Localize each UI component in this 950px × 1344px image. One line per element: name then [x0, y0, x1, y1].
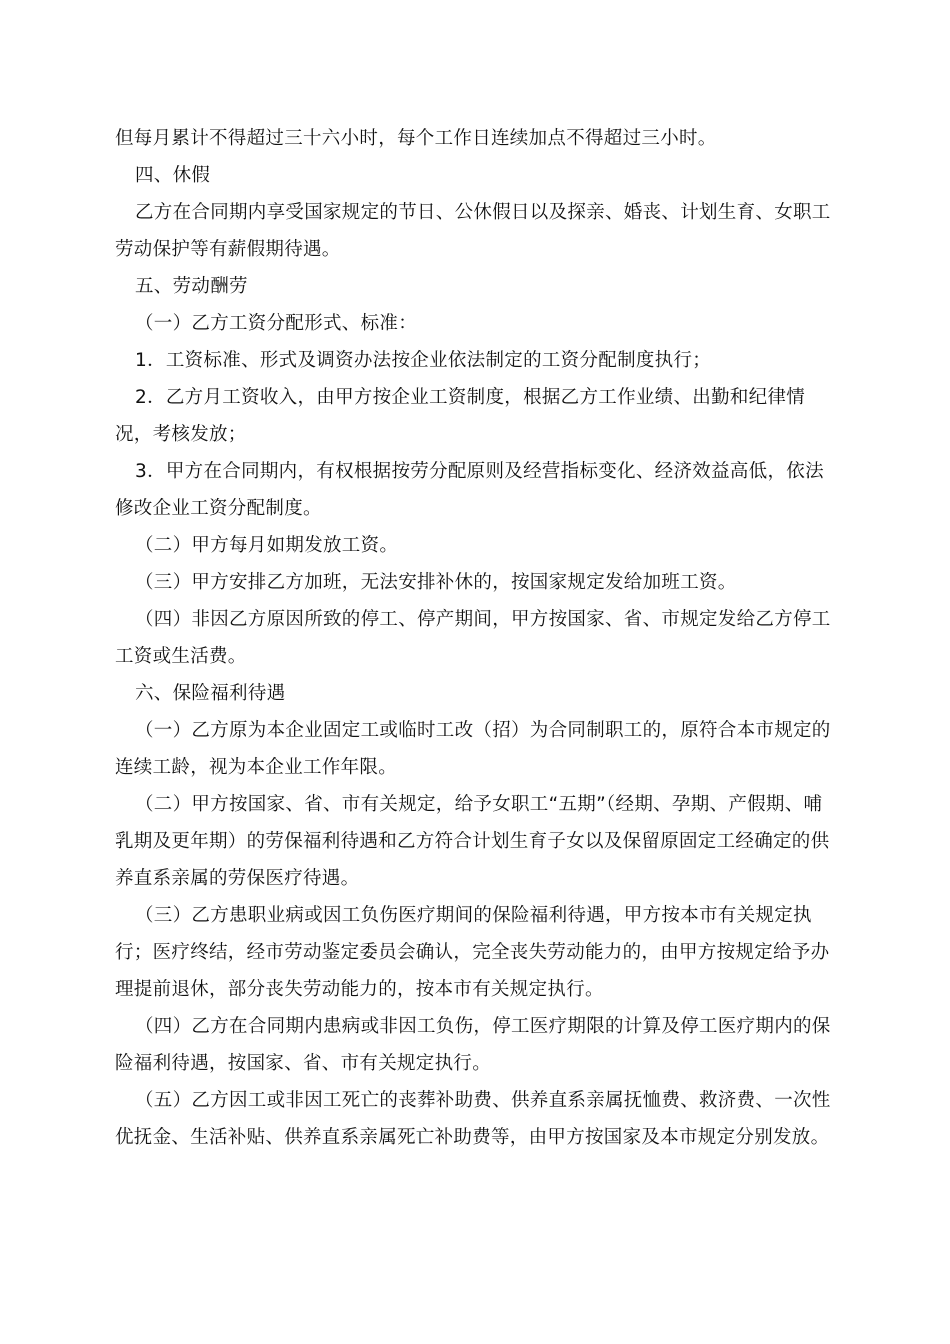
paragraph-leave: 乙方在合同期内享受国家规定的节日、公休假日以及探亲、婚丧、计划生育、女职工劳动保护等有薪假期待遇。 — [115, 202, 831, 260]
paragraph-insurance-2: （二）甲方按国家、省、市有关规定，给予女职工“五期”（经期、孕期、产假期、哺乳期及更年期）的劳保福利待遇和乙方符合计划生育子女以及保留原固定工经确定的供养直系亲属的劳保医疗待遇。 — [115, 794, 830, 889]
paragraph-remuneration-1-item-2: 2．乙方月工资收入，由甲方按企业工资制度，根据乙方工作业绩、出勤和纪律情况，考核发放； — [115, 387, 806, 445]
section-heading-insurance: 六、保险福利待遇 — [135, 683, 286, 704]
paragraph-remuneration-3: （三）甲方安排乙方加班，无法安排补休的，按国家规定发给加班工资。 — [135, 572, 737, 593]
paragraph-remuneration-4: （四）非因乙方原因所致的停工、停产期间，甲方按国家、省、市规定发给乙方停工工资或生活费。 — [115, 609, 831, 667]
paragraph-insurance-3: （三）乙方患职业病或因工负伤医疗期间的保险福利待遇，甲方按本市有关规定执行；医疗终结，经市劳动鉴定委员会确认，完全丧失劳动能力的，由甲方按规定给予办理提前退休，部分丧失劳动能力的，按本市有关规定执行。 — [115, 905, 830, 1000]
section-heading-remuneration: 五、劳动酬劳 — [135, 276, 248, 297]
paragraph-remuneration-1: （一）乙方工资分配形式、标准： — [135, 313, 418, 334]
paragraph-insurance-1: （一）乙方原为本企业固定工或临时工改（招）为合同制职工的，原符合本市规定的连续工龄，视为本企业工作年限。 — [115, 720, 831, 778]
paragraph-remuneration-2: （二）甲方每月如期发放工资。 — [135, 535, 399, 556]
paragraph-remuneration-1-item-1: 1．工资标准、形式及调资办法按企业依法制定的工资分配制度执行； — [135, 350, 712, 371]
paragraph-insurance-5: （五）乙方因工或非因工死亡的丧葬补助费、供养直系亲属抚恤费、救济费、一次性优抚金、生活补贴、供养直系亲属死亡补助费等，由甲方按国家及本市规定分别发放。 — [115, 1090, 831, 1148]
section-heading-leave: 四、休假 — [135, 165, 211, 186]
document-body — [115, 120, 837, 1156]
paragraph-overtime-limit: 但每月累计不得超过三十六小时，每个工作日连续加点不得超过三小时。 — [115, 128, 717, 149]
paragraph-remuneration-1-item-3: 3．甲方在合同期内，有权根据按劳分配原则及经营指标变化、经济效益高低，依法修改企业工资分配制度。 — [115, 461, 824, 519]
paragraph-insurance-4: （四）乙方在合同期内患病或非因工负伤，停工医疗期限的计算及停工医疗期内的保险福利待遇，按国家、省、市有关规定执行。 — [115, 1016, 831, 1074]
